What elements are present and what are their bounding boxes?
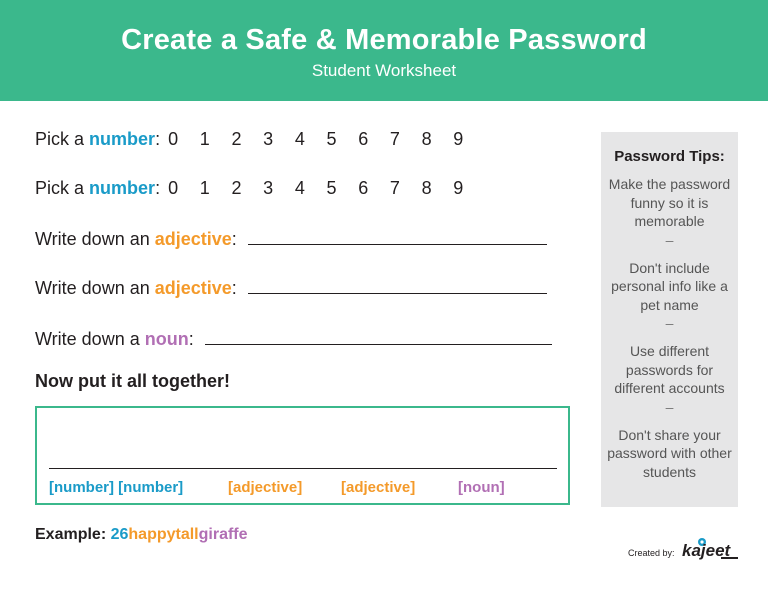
digit-options bbox=[168, 178, 485, 199]
answer-line[interactable] bbox=[49, 468, 557, 469]
digit-option[interactable]: 0 bbox=[168, 178, 179, 198]
colon: : bbox=[231, 229, 237, 249]
example-adjectives: happytall bbox=[128, 526, 199, 543]
adjective-keyword: adjective bbox=[154, 278, 232, 298]
page-subtitle: Student Worksheet bbox=[311, 61, 457, 80]
noun-blank[interactable] bbox=[205, 328, 552, 345]
digit-option[interactable]: 5 bbox=[326, 129, 337, 149]
write-adjective-row-1 bbox=[35, 228, 547, 250]
combine-heading: Now put it all together! bbox=[35, 371, 230, 391]
colon: : bbox=[155, 129, 161, 149]
digit-option[interactable]: 2 bbox=[231, 178, 242, 198]
digit-option[interactable]: 9 bbox=[453, 129, 464, 149]
write-label: Write down a bbox=[35, 329, 140, 349]
digit-option[interactable]: 9 bbox=[453, 178, 464, 198]
adjective-keyword: adjective bbox=[154, 229, 232, 249]
write-label: Write down an bbox=[35, 229, 150, 249]
digit-option[interactable]: 3 bbox=[263, 129, 274, 149]
slot-numbers: [number] [number] bbox=[49, 479, 184, 496]
digit-options bbox=[168, 129, 485, 150]
tip-item: Don't share your password with other students bbox=[607, 426, 732, 480]
digit-option[interactable]: 7 bbox=[389, 129, 400, 149]
password-answer-box[interactable] bbox=[35, 406, 570, 505]
example-line bbox=[35, 526, 248, 544]
adjective-blank[interactable] bbox=[248, 277, 547, 294]
password-tips-panel bbox=[601, 132, 738, 507]
adjective-blank[interactable] bbox=[248, 228, 547, 245]
example-number: 26 bbox=[110, 526, 129, 543]
digit-option[interactable]: 5 bbox=[326, 178, 337, 198]
noun-keyword: noun bbox=[144, 329, 189, 349]
tip-item: Make the password funny so it is memorable bbox=[608, 176, 731, 229]
digit-option[interactable]: 4 bbox=[294, 129, 305, 149]
tip-separator: – bbox=[665, 398, 674, 415]
logo-wordmark: kajeet bbox=[681, 541, 730, 560]
tip-separator: – bbox=[665, 315, 674, 331]
digit-option[interactable]: 7 bbox=[389, 178, 400, 198]
digit-option[interactable]: 8 bbox=[421, 129, 432, 149]
colon: : bbox=[155, 178, 161, 198]
pick-number-row-2 bbox=[35, 178, 485, 199]
tip-separator: – bbox=[665, 231, 674, 248]
write-adjective-row-2 bbox=[35, 277, 547, 299]
pick-label: Pick a bbox=[35, 178, 85, 198]
digit-option[interactable]: 1 bbox=[199, 178, 210, 198]
digit-option[interactable]: 3 bbox=[263, 178, 274, 198]
tip-item: Don't include personal info like a pet name bbox=[611, 259, 728, 313]
digit-option[interactable]: 6 bbox=[358, 178, 369, 198]
digit-option[interactable]: 8 bbox=[421, 178, 432, 198]
digit-option[interactable]: 2 bbox=[231, 129, 242, 149]
example-label: Example: bbox=[35, 526, 107, 543]
colon: : bbox=[231, 278, 237, 298]
colon: : bbox=[188, 329, 194, 349]
credit bbox=[628, 537, 739, 568]
credit-label: Created by: bbox=[628, 547, 675, 558]
digit-option[interactable]: 6 bbox=[358, 129, 369, 149]
write-label: Write down an bbox=[35, 278, 150, 298]
digit-option[interactable]: 4 bbox=[294, 178, 305, 198]
page-title: Create a Safe & Memorable Password bbox=[121, 24, 647, 56]
kajeet-logo bbox=[681, 537, 739, 568]
tip-item: Use different passwords for different accounts bbox=[614, 343, 725, 396]
example-noun: giraffe bbox=[198, 526, 248, 543]
slot-adjective-2: [adjective] bbox=[341, 479, 416, 496]
digit-option[interactable]: 1 bbox=[199, 129, 210, 149]
number-keyword: number bbox=[89, 178, 156, 198]
slot-noun: [noun] bbox=[458, 479, 505, 496]
pick-number-row-1 bbox=[35, 129, 485, 150]
worksheet-header bbox=[0, 0, 768, 101]
tips-title: Password Tips: bbox=[614, 148, 725, 165]
pick-label: Pick a bbox=[35, 129, 85, 149]
slot-adjective-1: [adjective] bbox=[228, 479, 303, 496]
kajeet-logo-icon bbox=[681, 537, 739, 563]
write-noun-row bbox=[35, 328, 552, 350]
digit-option[interactable]: 0 bbox=[168, 129, 179, 149]
number-keyword: number bbox=[89, 129, 156, 149]
